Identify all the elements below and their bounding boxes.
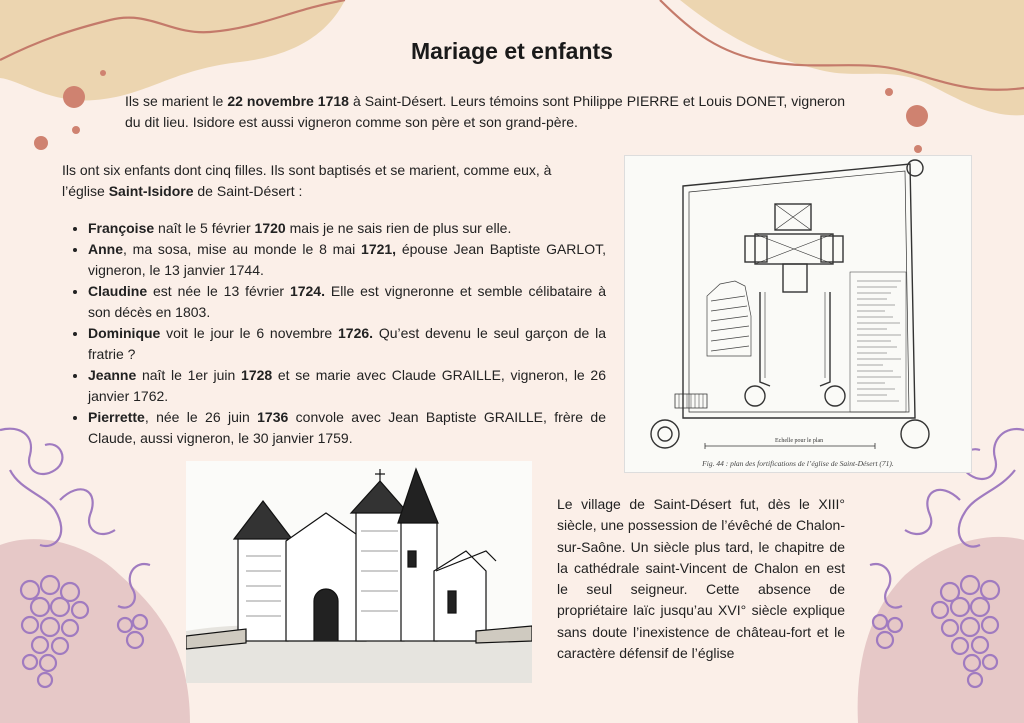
child-name: Jeanne (88, 367, 137, 383)
page-title: Mariage et enfants (411, 38, 613, 64)
child-text: voit le jour le 6 novembre (160, 325, 338, 341)
child-name: Dominique (88, 325, 161, 341)
church-engraving-drawing (186, 461, 532, 683)
child-text: , née le 26 juin (144, 409, 258, 425)
child-year: 1720 (254, 220, 286, 236)
intro-text-1: Ils se marient le (125, 93, 228, 109)
marriage-date: 22 novembre 1718 (227, 93, 349, 109)
list-item (88, 323, 606, 365)
fortification-plan-drawing (625, 156, 971, 456)
fortification-plan-figure (624, 155, 972, 473)
dot (34, 136, 48, 150)
child-text: mais je ne sais rien de plus sur elle. (285, 220, 512, 236)
intro-text-2: à Saint-Désert. Leurs témoins sont Philippe PIERRE et Louis DONET, vigneron du dit lieu. Isidore est aussi vigneron comme son père et son grand-père. (125, 93, 845, 130)
village-history-paragraph: Le village de Saint-Désert fut, dès le XIII° siècle, une possession de l’évêché de Chalon-sur-Saône. Un siècle plus tard, le chapitre de la cathédrale saint-Vincent de Chalon en est le seul seigneur. Cette absence de propriétaire laïc jusqu’au XVI° siècle explique sans doute l’inexistence de château-fort et le caractère défensif de l’église (557, 496, 845, 662)
child-text: naît le 5 février (154, 220, 255, 236)
children-list (70, 218, 606, 449)
child-name: Françoise (88, 220, 155, 236)
dot (100, 70, 106, 76)
bottom-left-blob (0, 539, 190, 723)
plan-caption: Fig. 44 : plan des fortifications de l’église de Saint-Désert (71). (702, 459, 894, 468)
child-name: Pierrette (88, 409, 145, 425)
child-name: Anne (88, 241, 123, 257)
list-item (88, 239, 606, 281)
intro-paragraph (125, 91, 845, 133)
dot (72, 126, 80, 134)
family-paragraph (62, 160, 590, 202)
family-text-2: de Saint-Désert : (193, 183, 303, 199)
plan-scale-label: Echelle pour le plan (775, 438, 824, 444)
church-engraving-figure (186, 461, 532, 683)
child-year: 1728 (241, 367, 273, 383)
dot (63, 86, 85, 108)
family-text-1: Ils ont six enfants dont cinq filles. Ils sont baptisés et se marient, comme eux, à l’église (62, 162, 552, 199)
child-text: naît le 1er juin (136, 367, 242, 383)
child-text: épouse Jean Baptiste GARLOT, vigneron, le 13 janvier 1744. (88, 241, 606, 278)
child-year: 1736 (257, 409, 289, 425)
child-year: 1721, (361, 241, 397, 257)
dot (906, 105, 928, 127)
child-text: et se marie avec Claude GRAILLE, vigneron, le 26 janvier 1762. (88, 367, 606, 404)
child-name: Claudine (88, 283, 148, 299)
child-year: 1724. (289, 283, 325, 299)
child-text: Elle est vigneronne et semble célibataire à son décès en 1803. (88, 283, 606, 320)
list-item (88, 407, 606, 449)
church-name: Saint-Isidore (108, 183, 194, 199)
child-text: convole avec Jean Baptiste GRAILLE, frère de Claude, aussi vigneron, le 30 janvier 1759. (88, 409, 606, 446)
dot (885, 88, 893, 96)
child-text: Qu’est devenu le seul garçon de la fratrie ? (88, 325, 606, 362)
dot (914, 145, 922, 153)
child-text: , ma sosa, mise au monde le 8 mai (123, 241, 362, 257)
list-item (88, 218, 606, 239)
child-year: 1726. (338, 325, 374, 341)
child-text: est née le 13 février (147, 283, 290, 299)
list-item (88, 281, 606, 323)
list-item (88, 365, 606, 407)
